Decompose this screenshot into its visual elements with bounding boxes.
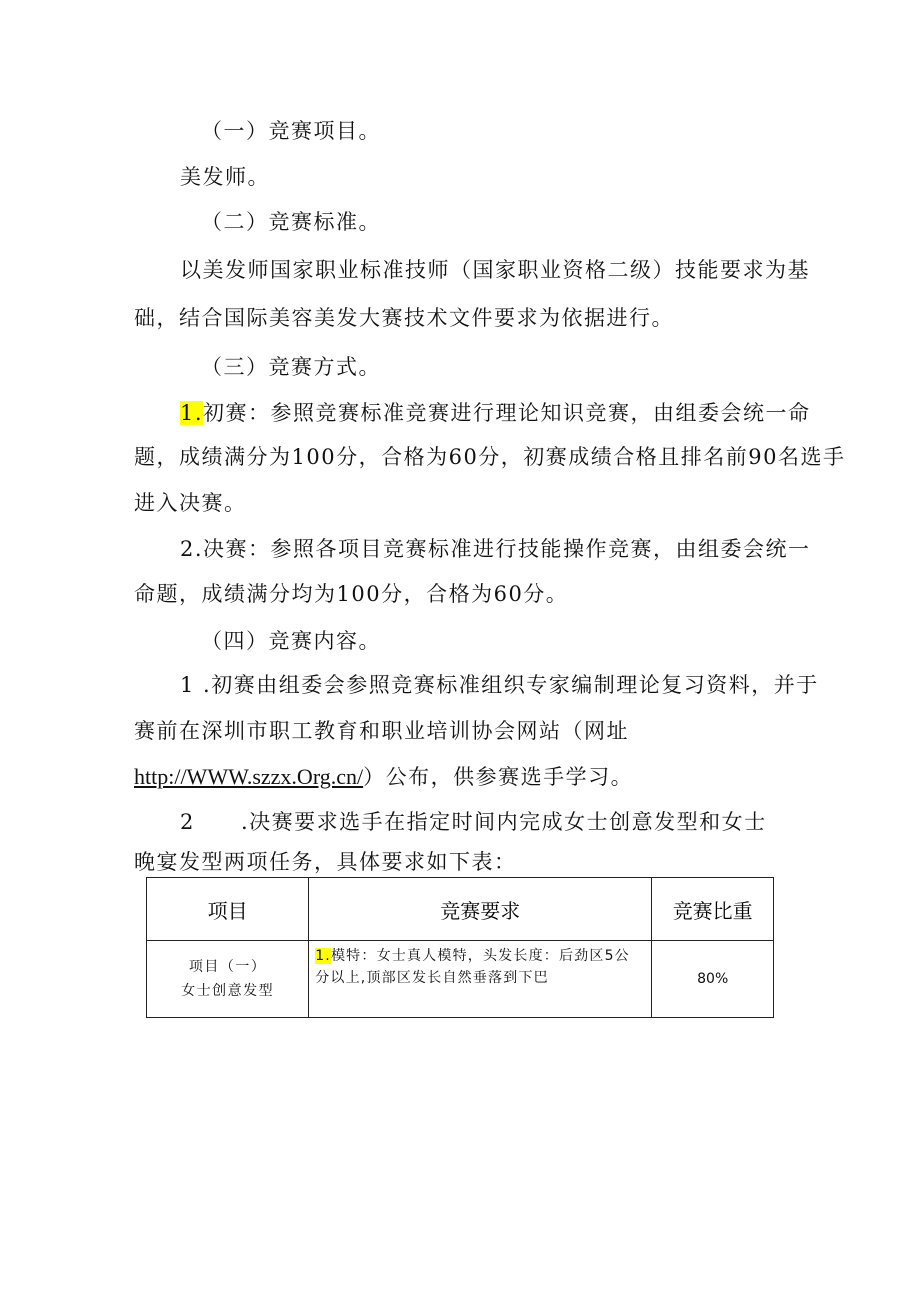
section-heading-standard: （二）竞赛标准。: [201, 210, 381, 234]
prelim-paragraph-line1: [180, 399, 811, 427]
content1-line2: 赛前在深圳市职工教育和职业培训协会网站（网址: [134, 719, 629, 743]
header-item: 项目: [147, 878, 309, 941]
prelim-paragraph-line2: 题，成绩满分为100分，合格为60分，初赛成绩合格且排名前90名选手: [134, 445, 846, 469]
prelim-text: 初赛：参照竞赛标准竞赛进行理论知识竞赛，由组委会统一命: [203, 401, 811, 425]
content1-line3: [134, 763, 633, 791]
weight-cell: 80%: [652, 941, 774, 1018]
requirement-text: 模特：女士真人模特，头发长度：后劲区5公: [330, 948, 630, 964]
standard-paragraph-line2: 础，结合国际美容美发大赛技术文件要求为依据进行。: [134, 306, 674, 330]
final-paragraph-line2: 命题，成绩满分均为100分，合格为60分。: [134, 582, 569, 606]
item-label: 项目（一）: [188, 959, 267, 975]
content1-line3-text: ）公布，供参赛选手学习。: [363, 765, 634, 789]
content2-number: 2: [180, 810, 195, 834]
item-cell: [147, 941, 309, 1018]
final-paragraph-line1: 2.决赛：参照各项目竞赛标准进行技能操作竞赛，由组委会统一: [180, 537, 811, 561]
table-header-row: [147, 878, 774, 941]
requirements-table: [146, 877, 774, 1018]
section-heading-method: （三）竞赛方式。: [201, 355, 381, 379]
requirement-line2: 分以上,顶部区发长自然垂落到下巴: [315, 970, 549, 986]
requirement-cell: [309, 941, 652, 1018]
content2-line1: .决赛要求选手在指定时间内完成女士创意发型和女士: [241, 810, 767, 834]
project-value: 美发师。: [180, 165, 270, 189]
section-heading-content: （四）竞赛内容。: [201, 629, 381, 653]
requirement-line1: [315, 945, 647, 967]
header-weight: 竞赛比重: [652, 878, 774, 941]
content2-line2: 晚宴发型两项任务，具体要求如下表：: [134, 850, 517, 874]
prelim-paragraph-line3: 进入决赛。: [134, 491, 247, 515]
requirement-number: 1.: [315, 948, 331, 964]
section-heading-project: （一）竞赛项目。: [201, 119, 381, 143]
header-requirement: 竞赛要求: [309, 878, 652, 941]
highlighted-number: 1.: [180, 401, 204, 425]
item-name: 女士创意发型: [181, 983, 275, 999]
table-row: [147, 941, 774, 1018]
content1-line1: 1 .初赛由组委会参照竞赛标准组织专家编制理论复习资料，并于: [180, 673, 819, 697]
website-link[interactable]: http://WWW.szzx.Org.cn/: [134, 764, 364, 789]
standard-paragraph-line1: 以美发师国家职业标准技师（国家职业资格二级）技能要求为基: [180, 258, 810, 282]
